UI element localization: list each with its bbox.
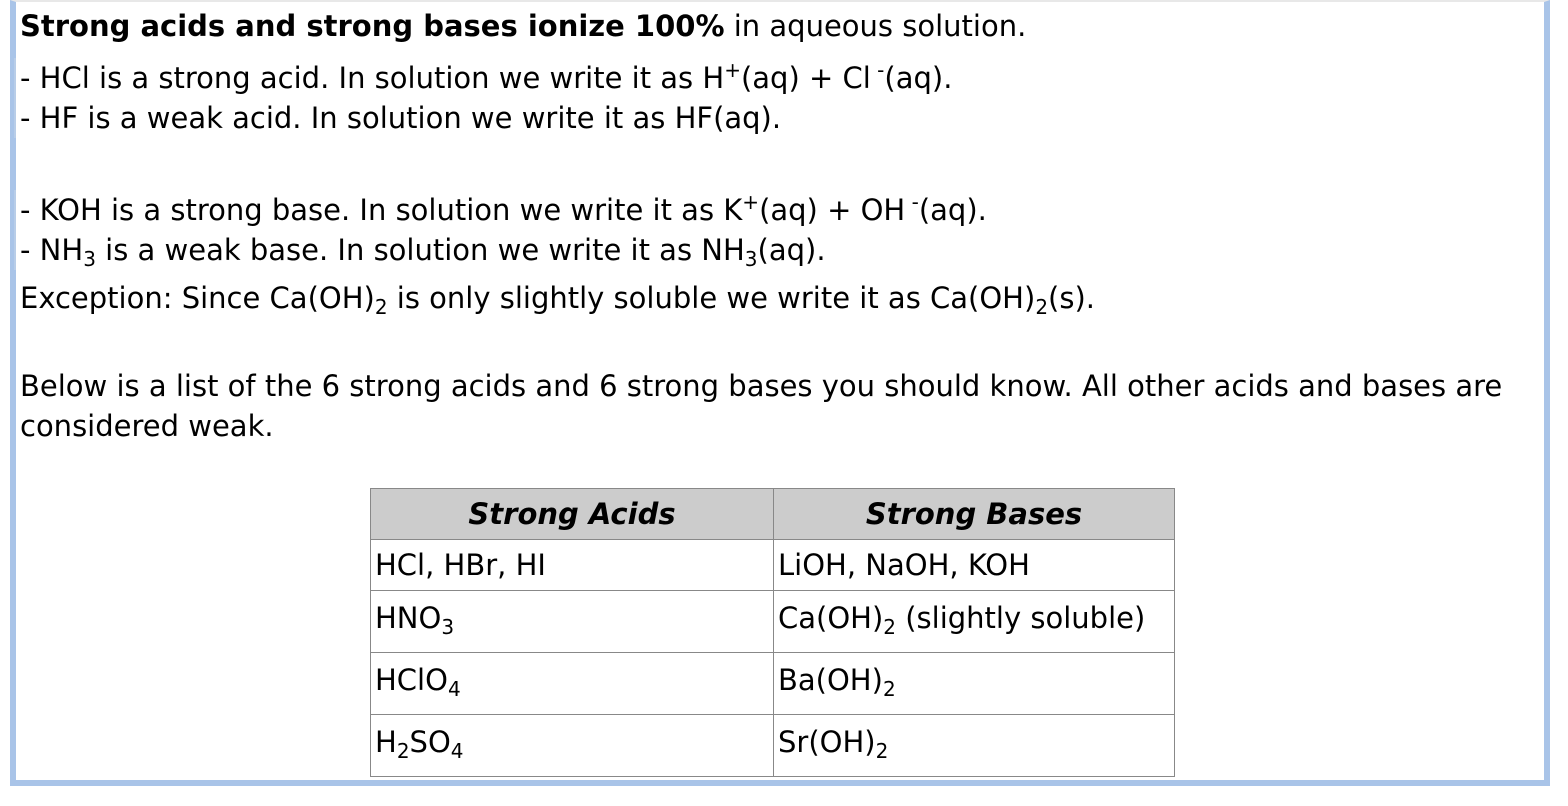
table-row	[371, 540, 1175, 591]
base-cell: $Ba(OH)_2$	[774, 653, 1175, 715]
koh-line: - KOH is a strong base. In solution we write it as K+(aq) + OH -(aq).	[14, 190, 1540, 230]
table-row	[371, 591, 1175, 653]
heading-bold-text: Strong acids and strong bases ionize 100%	[20, 9, 725, 43]
below-paragraph: Below is a list of the 6 strong acids and 6 strong bases you should know. All other acids and bases are considered weak.	[20, 369, 1503, 443]
header-strong-bases: Strong Bases	[774, 489, 1175, 540]
heading-rest-text: in aqueous solution.	[724, 9, 1027, 43]
base-cell: $Sr(OH)_2$	[774, 715, 1175, 777]
strong-acids-bases-table	[370, 488, 1175, 777]
header-strong-acids: Strong Acids	[371, 489, 774, 540]
hcl-line: - HCl is a strong acid. In solution we write it as H+(aq) + Cl -(aq).	[14, 58, 1540, 98]
heading-line	[20, 6, 1540, 46]
table-row	[371, 715, 1175, 777]
acid-cell: HClO$_4$	[371, 653, 774, 715]
base-cell: LiOH, NaOH, KOH	[774, 540, 1175, 591]
hf-line: - HF is a weak acid. In solution we write it as HF(aq).	[14, 98, 1540, 138]
exception-line: Exception: Since $Ca(OH)_2$ is only slightly soluble we write it as $Ca(OH)_2(s)$.	[20, 281, 1096, 319]
nh3-line: - $NH_3$ is a weak base. In solution we write it as $NH_3(aq)$.	[14, 230, 1540, 270]
content-area	[20, 0, 1540, 446]
acid-cell: $H_2SO_4$	[371, 715, 774, 777]
table-row	[371, 653, 1175, 715]
table-header-row	[371, 489, 1175, 540]
acid-cell: HCl, HBr, HI	[371, 540, 774, 591]
base-cell: $Ca(OH)_2$ (slightly soluble)	[774, 591, 1175, 653]
acid-cell: $HNO_3$	[371, 591, 774, 653]
